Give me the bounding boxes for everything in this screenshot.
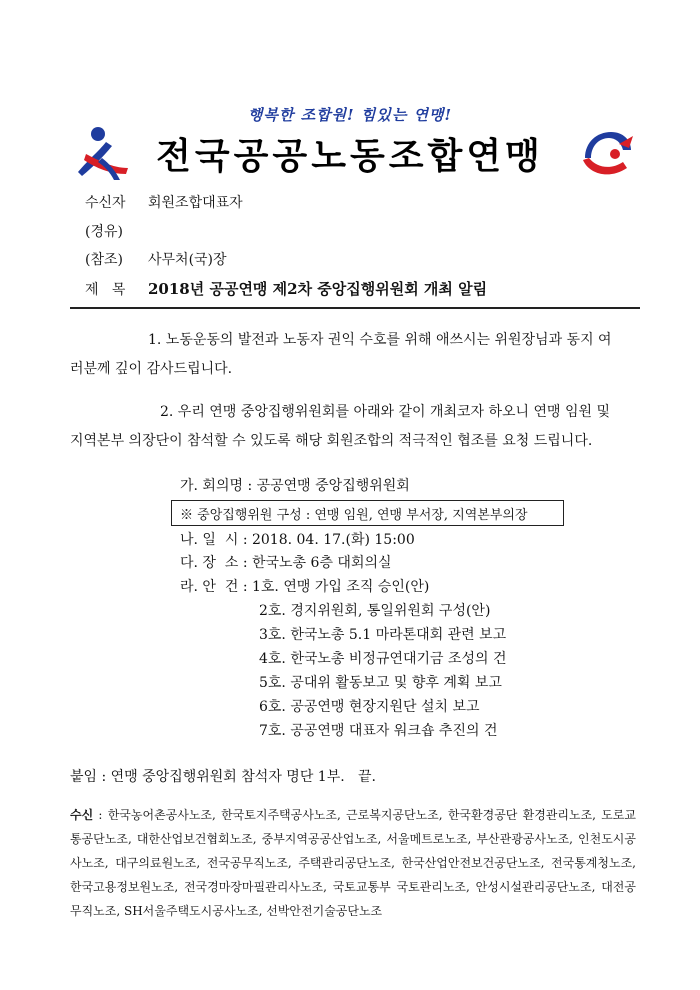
header-divider (70, 307, 640, 309)
via-label: (경유) (85, 224, 123, 240)
recipient-label: 수신자 (85, 195, 126, 211)
agenda-item-3: 3호. 한국노총 5.1 마라톤대회 관련 보고 (259, 627, 507, 643)
agenda-item-7: 7호. 공공연맹 대표자 워크숍 추진의 건 (259, 723, 498, 739)
agenda-item-5: 5호. 공대위 활동보고 및 향후 계획 보고 (259, 675, 502, 691)
subject-label: 제 목 (85, 282, 126, 298)
meeting-name: 가. 회의명 : 공공연맹 중앙집행위원회 (180, 478, 410, 494)
reference-value: 사무처(국)장 (148, 252, 227, 268)
paragraph-1 (70, 326, 636, 384)
meeting-place: 다. 장 소 : 한국노총 6층 대회의실 (180, 555, 392, 571)
recipients-list (70, 803, 636, 923)
reference-label: (참조) (85, 252, 123, 268)
composition-note: ※ 중앙집행위원 구성 : 연맹 임원, 연맹 부서장, 지역본부의장 (180, 508, 528, 523)
attachment-note: 붙임 : 연맹 중앙집행위원회 참석자 명단 1부. 끝. (70, 769, 377, 785)
paragraph-2 (70, 398, 636, 456)
recipients-text: : 한국농어촌공사노조, 한국토지주택공사노조, 근로복지공단노조, 한국환경공단 환경관리노조, 도로교통공단노조, 대한산업보건협회노조, 중부지역공공산업노조, 서울메트로노조, 부산관광공사노조, 인천도시공사노조, 대구의료원노조, 전국공무직노조, 주택관리공단노조, 한국산업안전보건공단노조, 전국통계청노조, 한국고용정보원노조, 전국경마장마필관리사노조, 국토교통부 국토관리노조, 안성시설관리공단노조, 대전공무직노조, SH서울주택도시공사노조, 선박안전기술공단노조 (70, 808, 636, 918)
paragraph-2-line-1: 2. 우리 연맹 중앙집행위원회를 아래와 같이 개최코자 하오니 연맹 임원 및 (160, 404, 611, 420)
organization-title: 전국공공노동조합연맹 (156, 136, 544, 177)
paragraph-1-line-2: 러분께 깊이 감사드립니다. (70, 361, 233, 377)
subject-value: 2018년 공공연맹 제2차 중앙집행위원회 개최 알림 (148, 280, 488, 298)
meeting-datetime: 나. 일 시 : 2018. 04. 17.(화) 15:00 (180, 532, 415, 548)
slogan: 행복한 조합원! 힘있는 연맹! (247, 106, 453, 124)
agenda-item-4: 4호. 한국노총 비정규연대기금 조성의 건 (259, 651, 507, 667)
paragraph-1-line-1: 1. 노동운동의 발전과 노동자 권익 수호를 위해 애쓰시는 위원장님과 동지 여 (148, 332, 612, 348)
paragraph-2-line-2: 지역본부 의장단이 참석할 수 있도록 해당 회원조합의 적극적인 협조를 요청 드립니다. (70, 433, 593, 449)
agenda-item-6: 6호. 공공연맹 현장지원단 설치 보고 (259, 699, 480, 715)
agenda-item-1: 라. 안 건 : 1호. 연맹 가입 조직 승인(안) (180, 579, 430, 595)
recipient-value: 회원조합대표자 (148, 195, 243, 211)
agenda-item-2: 2호. 경지위원회, 통일위원회 구성(안) (259, 603, 491, 619)
recipients-label: 수신 (70, 808, 94, 822)
